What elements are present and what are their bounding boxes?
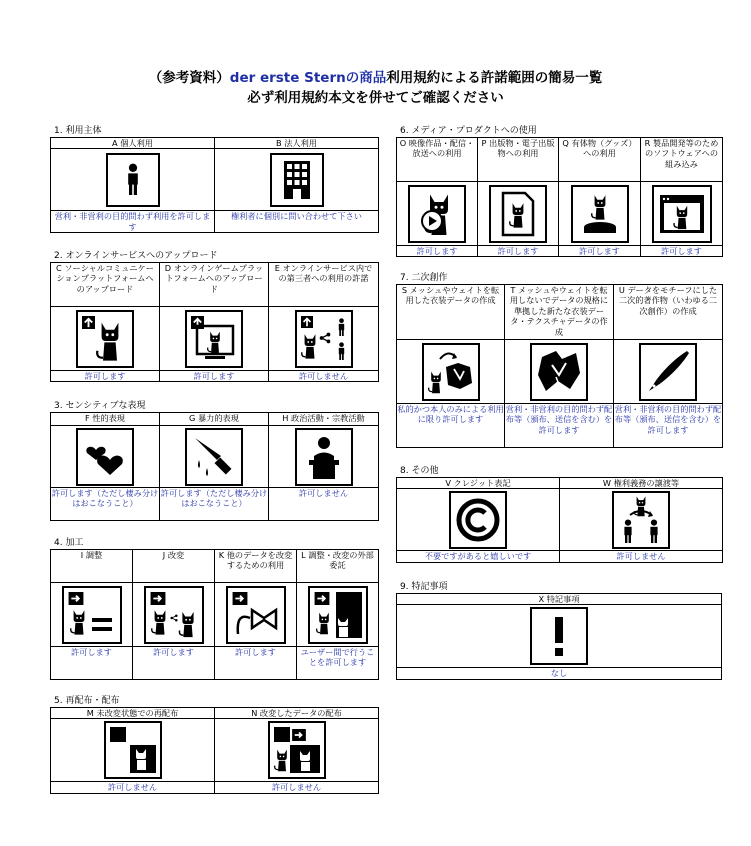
repurpose-icon (226, 586, 286, 644)
building-icon (270, 153, 324, 207)
modify-icon (144, 586, 204, 644)
pen-icon (639, 343, 697, 401)
figure-icon (571, 185, 629, 243)
section-derivative: 7. 二次創作 S メッシュやウェイトを転用した衣装データの作成 T メッシュやウェイトを転用しないでデータの規格に準拠した新たな衣装データ・テクスチャデータの作成 U データをモチーフにした二次的著作物（いわゆる二次創作）の作成 私的かつ本人のみによる利用に限り許可します 営利・非営利の目的問わず配布等（頒布、送信を含む）を許可します 営利・非営利の目的問わず配布等（頒布、送信を含む）を許可します (396, 273, 722, 448)
adjust-icon (62, 586, 122, 644)
section-title: 5. 再配布・配布 (54, 696, 120, 706)
hearts-icon (76, 428, 134, 486)
copyright-icon (449, 491, 507, 549)
cloth-transfer-icon (422, 343, 480, 401)
video-icon (408, 185, 466, 243)
cloth-icon (530, 343, 588, 401)
section-redistribution: 5. 再配布・配布 M 未改変状態での再配布 N 改変したデータの配布 許可しません 許可しません (50, 696, 378, 794)
upload-cat-icon (76, 310, 134, 368)
section-title: 7. 二次創作 (400, 273, 448, 283)
knife-icon (185, 428, 243, 486)
outsource-icon (308, 586, 368, 644)
header-cell: A 個人利用 (51, 138, 215, 149)
section-media-product: 6. メディア・プロダクトへの使用 O 映像作品・配信・放送への利用 P 出版物・電子出版物への利用 Q 有体物（グッズ）への利用 R 製品開発等のためのソフトウェアへの組み込み 許可します 許可します 許可します 許可します (396, 126, 722, 257)
status-text: 営利・非営利の目的問わず利用を許可します (51, 211, 215, 233)
section-title: 9. 特記事項 (400, 582, 448, 592)
publication-icon (489, 185, 547, 243)
page-subtitle: 必ず利用規約本文を併せてご確認ください (247, 90, 504, 106)
section-title: 4. 加工 (54, 538, 84, 548)
section-usage-entity (50, 126, 378, 233)
redistribute-modified-icon (268, 721, 326, 779)
person-icon (106, 153, 160, 207)
section-title: 2. オンラインサービスへのアップロード (54, 251, 218, 261)
status-text: 権利者に個別に問い合わせて下さい (215, 211, 379, 233)
transfer-rights-icon (612, 491, 670, 549)
software-icon (652, 185, 712, 243)
section-title: 3. センシティブな表現 (54, 401, 146, 411)
share-users-icon (295, 310, 353, 368)
redistribute-icon (104, 721, 162, 779)
section-title: 8. その他 (400, 466, 439, 476)
podium-icon (295, 428, 353, 486)
game-upload-icon (185, 310, 243, 368)
section-other: 8. その他 V クレジット表記 W 権利義務の譲渡等 不要ですがあると嬉しいです 許可しません (396, 466, 722, 563)
header-cell: B 法人利用 (215, 138, 379, 149)
section-processing: 4. 加工 I 調整 J 改変 K 他のデータを改変するための利用 L 調整・改変の外部委託 許可します 許可します 許可します ユーザー間で行うことを許可します (50, 538, 378, 680)
section-title: 6. メディア・プロダクトへの使用 (400, 126, 537, 136)
exclamation-icon (530, 607, 588, 665)
section-sensitive: 3. センシティブな表現 F 性的表現 G 暴力的表現 H 政治活動・宗教活動 許可します（ただし棲み分けはおこなうこと） 許可します（ただし棲み分けはおこなうこと） 許可しません (50, 401, 378, 521)
page-title: （参考資料）der erste Sternの商品利用規約による許諾範囲の簡易一覧 (148, 70, 603, 86)
section-special-notes: 9. 特記事項 X 特記事項 なし (396, 582, 722, 680)
section-title: 1. 利用主体 (54, 126, 102, 136)
section-online-upload: 2. オンラインサービスへのアップロード C ソーシャルコミュニケーションプラットフォームへのアップロード D オンラインゲームプラットフォームへのアップロード E オンラインサービス内での第三者への利用の許諾 許可します 許可します 許可しません (50, 251, 378, 382)
